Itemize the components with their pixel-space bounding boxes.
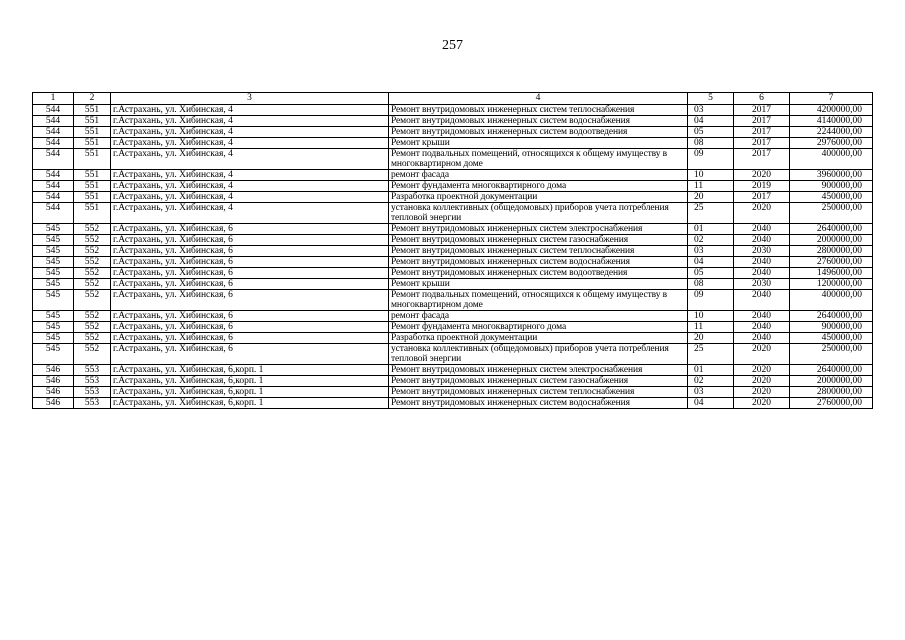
year-cell: 2017 xyxy=(734,116,790,127)
cost-cell: 250000,00 xyxy=(790,344,873,365)
row-number-cell: 544 xyxy=(33,181,74,192)
table-row xyxy=(33,311,873,322)
table-row xyxy=(33,257,873,268)
work-code-cell: 09 xyxy=(688,290,734,311)
work-type-cell: установка коллективных (общедомовых) приборов учета потребления тепловой энергии xyxy=(389,203,688,224)
work-code-cell: 05 xyxy=(688,127,734,138)
cost-cell: 2640000,00 xyxy=(790,224,873,235)
year-cell: 2020 xyxy=(734,170,790,181)
year-cell: 2020 xyxy=(734,365,790,376)
work-code-cell: 08 xyxy=(688,138,734,149)
id-cell: 551 xyxy=(74,138,111,149)
work-type-cell: Ремонт крыши xyxy=(389,279,688,290)
work-type-cell: Ремонт внутридомовых инженерных систем электроснабжения xyxy=(389,224,688,235)
work-type-cell: Разработка проектной документации xyxy=(389,192,688,203)
cost-cell: 450000,00 xyxy=(790,333,873,344)
cost-cell: 900000,00 xyxy=(790,322,873,333)
id-cell: 551 xyxy=(74,181,111,192)
work-type-cell: Ремонт фундамента многоквартирного дома xyxy=(389,322,688,333)
table-row xyxy=(33,235,873,246)
table-row xyxy=(33,170,873,181)
cost-cell: 2760000,00 xyxy=(790,257,873,268)
row-number-cell: 544 xyxy=(33,170,74,181)
address-cell: г.Астрахань, ул. Хибинская, 6,корп. 1 xyxy=(111,365,389,376)
table-body xyxy=(33,105,873,409)
work-code-cell: 04 xyxy=(688,257,734,268)
table-row xyxy=(33,333,873,344)
work-code-cell: 01 xyxy=(688,224,734,235)
table-row xyxy=(33,224,873,235)
address-cell: г.Астрахань, ул. Хибинская, 6 xyxy=(111,322,389,333)
year-cell: 2030 xyxy=(734,279,790,290)
address-cell: г.Астрахань, ул. Хибинская, 4 xyxy=(111,149,389,170)
row-number-cell: 545 xyxy=(33,235,74,246)
work-type-cell: Ремонт внутридомовых инженерных систем теплоснабжения xyxy=(389,387,688,398)
year-cell: 2017 xyxy=(734,127,790,138)
work-code-cell: 04 xyxy=(688,116,734,127)
cost-cell: 400000,00 xyxy=(790,290,873,311)
cost-cell: 4200000,00 xyxy=(790,105,873,116)
work-type-cell: Ремонт внутридомовых инженерных систем газоснабжения xyxy=(389,376,688,387)
work-code-cell: 10 xyxy=(688,170,734,181)
row-number-cell: 544 xyxy=(33,116,74,127)
row-number-cell: 545 xyxy=(33,246,74,257)
work-code-cell: 09 xyxy=(688,149,734,170)
work-code-cell: 02 xyxy=(688,376,734,387)
year-cell: 2040 xyxy=(734,268,790,279)
year-cell: 2040 xyxy=(734,235,790,246)
cost-cell: 900000,00 xyxy=(790,181,873,192)
address-cell: г.Астрахань, ул. Хибинская, 4 xyxy=(111,116,389,127)
table-header xyxy=(33,93,873,105)
cost-cell: 2976000,00 xyxy=(790,138,873,149)
id-cell: 553 xyxy=(74,398,111,409)
address-cell: г.Астрахань, ул. Хибинская, 6 xyxy=(111,344,389,365)
row-number-cell: 545 xyxy=(33,290,74,311)
work-code-cell: 25 xyxy=(688,344,734,365)
column-header-2: 2 xyxy=(74,93,111,105)
id-cell: 552 xyxy=(74,322,111,333)
table-row xyxy=(33,203,873,224)
table-row xyxy=(33,290,873,311)
column-header-7: 7 xyxy=(790,93,873,105)
table-row xyxy=(33,376,873,387)
work-code-cell: 11 xyxy=(688,322,734,333)
work-type-cell: Ремонт внутридомовых инженерных систем водоотведения xyxy=(389,127,688,138)
work-type-cell: Ремонт внутридомовых инженерных систем водоснабжения xyxy=(389,257,688,268)
column-header-5: 5 xyxy=(688,93,734,105)
id-cell: 553 xyxy=(74,387,111,398)
id-cell: 553 xyxy=(74,365,111,376)
work-type-cell: Ремонт внутридомовых инженерных систем водоотведения xyxy=(389,268,688,279)
work-type-cell: Ремонт внутридомовых инженерных систем водоснабжения xyxy=(389,116,688,127)
year-cell: 2017 xyxy=(734,105,790,116)
table-row xyxy=(33,138,873,149)
row-number-cell: 544 xyxy=(33,149,74,170)
table-row xyxy=(33,279,873,290)
row-number-cell: 544 xyxy=(33,192,74,203)
year-cell: 2040 xyxy=(734,257,790,268)
address-cell: г.Астрахань, ул. Хибинская, 6 xyxy=(111,279,389,290)
work-type-cell: Ремонт внутридомовых инженерных систем электроснабжения xyxy=(389,365,688,376)
year-cell: 2020 xyxy=(734,376,790,387)
id-cell: 552 xyxy=(74,344,111,365)
work-code-cell: 20 xyxy=(688,192,734,203)
id-cell: 551 xyxy=(74,116,111,127)
address-cell: г.Астрахань, ул. Хибинская, 6 xyxy=(111,333,389,344)
address-cell: г.Астрахань, ул. Хибинская, 6 xyxy=(111,246,389,257)
year-cell: 2040 xyxy=(734,311,790,322)
work-code-cell: 01 xyxy=(688,365,734,376)
address-cell: г.Астрахань, ул. Хибинская, 6,корп. 1 xyxy=(111,398,389,409)
cost-cell: 2000000,00 xyxy=(790,376,873,387)
table-row xyxy=(33,105,873,116)
work-code-cell: 11 xyxy=(688,181,734,192)
row-number-cell: 545 xyxy=(33,257,74,268)
work-type-cell: Ремонт внутридомовых инженерных систем теплоснабжения xyxy=(389,105,688,116)
work-code-cell: 03 xyxy=(688,387,734,398)
table-row xyxy=(33,127,873,138)
table-row xyxy=(33,268,873,279)
work-code-cell: 20 xyxy=(688,333,734,344)
id-cell: 551 xyxy=(74,170,111,181)
address-cell: г.Астрахань, ул. Хибинская, 4 xyxy=(111,192,389,203)
year-cell: 2017 xyxy=(734,192,790,203)
year-cell: 2020 xyxy=(734,398,790,409)
cost-cell: 2640000,00 xyxy=(790,365,873,376)
cost-cell: 1200000,00 xyxy=(790,279,873,290)
cost-cell: 4140000,00 xyxy=(790,116,873,127)
work-code-cell: 03 xyxy=(688,105,734,116)
work-type-cell: Ремонт внутридомовых инженерных систем водоснабжения xyxy=(389,398,688,409)
row-number-cell: 545 xyxy=(33,333,74,344)
address-cell: г.Астрахань, ул. Хибинская, 4 xyxy=(111,181,389,192)
work-type-cell: Ремонт внутридомовых инженерных систем газоснабжения xyxy=(389,235,688,246)
row-number-cell: 544 xyxy=(33,127,74,138)
column-header-1: 1 xyxy=(33,93,74,105)
id-cell: 552 xyxy=(74,235,111,246)
year-cell: 2040 xyxy=(734,322,790,333)
table-row xyxy=(33,398,873,409)
address-cell: г.Астрахань, ул. Хибинская, 4 xyxy=(111,203,389,224)
cost-cell: 1496000,00 xyxy=(790,268,873,279)
work-type-cell: ремонт фасада xyxy=(389,170,688,181)
address-cell: г.Астрахань, ул. Хибинская, 4 xyxy=(111,105,389,116)
year-cell: 2040 xyxy=(734,290,790,311)
table-row xyxy=(33,246,873,257)
row-number-cell: 545 xyxy=(33,311,74,322)
table-row xyxy=(33,387,873,398)
row-number-cell: 544 xyxy=(33,138,74,149)
header-row xyxy=(33,93,873,105)
row-number-cell: 546 xyxy=(33,398,74,409)
row-number-cell: 544 xyxy=(33,105,74,116)
cost-cell: 2244000,00 xyxy=(790,127,873,138)
year-cell: 2040 xyxy=(734,333,790,344)
row-number-cell: 546 xyxy=(33,365,74,376)
address-cell: г.Астрахань, ул. Хибинская, 6 xyxy=(111,235,389,246)
address-cell: г.Астрахань, ул. Хибинская, 6 xyxy=(111,268,389,279)
table-row xyxy=(33,192,873,203)
id-cell: 551 xyxy=(74,192,111,203)
address-cell: г.Астрахань, ул. Хибинская, 4 xyxy=(111,170,389,181)
address-cell: г.Астрахань, ул. Хибинская, 6 xyxy=(111,311,389,322)
page-number: 257 xyxy=(442,38,463,53)
cost-cell: 2800000,00 xyxy=(790,246,873,257)
row-number-cell: 545 xyxy=(33,344,74,365)
year-cell: 2020 xyxy=(734,387,790,398)
table-row xyxy=(33,149,873,170)
table-row xyxy=(33,322,873,333)
year-cell: 2020 xyxy=(734,203,790,224)
address-cell: г.Астрахань, ул. Хибинская, 4 xyxy=(111,138,389,149)
id-cell: 552 xyxy=(74,246,111,257)
cost-cell: 3960000,00 xyxy=(790,170,873,181)
work-code-cell: 10 xyxy=(688,311,734,322)
table-row xyxy=(33,181,873,192)
table-row xyxy=(33,116,873,127)
id-cell: 551 xyxy=(74,127,111,138)
work-type-cell: Ремонт фундамента многоквартирного дома xyxy=(389,181,688,192)
address-cell: г.Астрахань, ул. Хибинская, 6 xyxy=(111,224,389,235)
column-header-6: 6 xyxy=(734,93,790,105)
row-number-cell: 545 xyxy=(33,279,74,290)
year-cell: 2019 xyxy=(734,181,790,192)
work-type-cell: Ремонт крыши xyxy=(389,138,688,149)
work-type-cell: ремонт фасада xyxy=(389,311,688,322)
table-row xyxy=(33,365,873,376)
id-cell: 552 xyxy=(74,257,111,268)
cost-cell: 2800000,00 xyxy=(790,387,873,398)
address-cell: г.Астрахань, ул. Хибинская, 6 xyxy=(111,290,389,311)
id-cell: 551 xyxy=(74,203,111,224)
table-row xyxy=(33,344,873,365)
id-cell: 552 xyxy=(74,268,111,279)
id-cell: 552 xyxy=(74,290,111,311)
work-code-cell: 25 xyxy=(688,203,734,224)
cost-cell: 450000,00 xyxy=(790,192,873,203)
row-number-cell: 546 xyxy=(33,387,74,398)
work-type-cell: установка коллективных (общедомовых) приборов учета потребления тепловой энергии xyxy=(389,344,688,365)
id-cell: 552 xyxy=(74,224,111,235)
work-type-cell: Ремонт внутридомовых инженерных систем теплоснабжения xyxy=(389,246,688,257)
id-cell: 552 xyxy=(74,311,111,322)
id-cell: 551 xyxy=(74,149,111,170)
works-table xyxy=(32,92,873,409)
id-cell: 553 xyxy=(74,376,111,387)
id-cell: 551 xyxy=(74,105,111,116)
id-cell: 552 xyxy=(74,279,111,290)
work-code-cell: 02 xyxy=(688,235,734,246)
address-cell: г.Астрахань, ул. Хибинская, 6,корп. 1 xyxy=(111,376,389,387)
address-cell: г.Астрахань, ул. Хибинская, 6 xyxy=(111,257,389,268)
work-type-cell: Разработка проектной документации xyxy=(389,333,688,344)
address-cell: г.Астрахань, ул. Хибинская, 6,корп. 1 xyxy=(111,387,389,398)
work-code-cell: 04 xyxy=(688,398,734,409)
column-header-3: 3 xyxy=(111,93,389,105)
cost-cell: 2000000,00 xyxy=(790,235,873,246)
year-cell: 2017 xyxy=(734,149,790,170)
cost-cell: 2640000,00 xyxy=(790,311,873,322)
year-cell: 2020 xyxy=(734,344,790,365)
cost-cell: 250000,00 xyxy=(790,203,873,224)
year-cell: 2017 xyxy=(734,138,790,149)
column-header-4: 4 xyxy=(389,93,688,105)
work-code-cell: 08 xyxy=(688,279,734,290)
address-cell: г.Астрахань, ул. Хибинская, 4 xyxy=(111,127,389,138)
row-number-cell: 544 xyxy=(33,203,74,224)
row-number-cell: 546 xyxy=(33,376,74,387)
cost-cell: 2760000,00 xyxy=(790,398,873,409)
year-cell: 2030 xyxy=(734,246,790,257)
id-cell: 552 xyxy=(74,333,111,344)
year-cell: 2040 xyxy=(734,224,790,235)
work-code-cell: 05 xyxy=(688,268,734,279)
row-number-cell: 545 xyxy=(33,268,74,279)
cost-cell: 400000,00 xyxy=(790,149,873,170)
work-code-cell: 03 xyxy=(688,246,734,257)
work-type-cell: Ремонт подвальных помещений, относящихся к общему имуществу в многоквартирном доме xyxy=(389,290,688,311)
work-type-cell: Ремонт подвальных помещений, относящихся к общему имуществу в многоквартирном доме xyxy=(389,149,688,170)
row-number-cell: 545 xyxy=(33,322,74,333)
row-number-cell: 545 xyxy=(33,224,74,235)
